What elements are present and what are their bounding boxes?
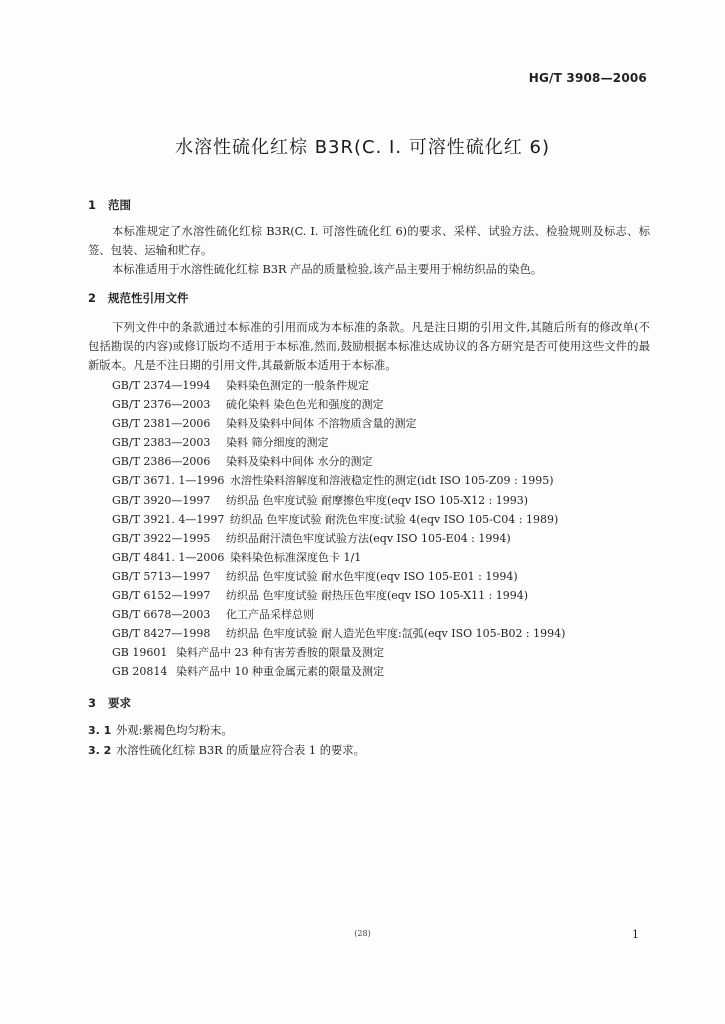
clause-text: 外观:紫褐色均匀粉末。: [116, 724, 233, 737]
reference-code: GB/T 2374—1994: [112, 379, 211, 392]
reference-item: [112, 452, 565, 471]
section-1-heading: [88, 197, 131, 213]
reference-item: [112, 471, 565, 490]
reference-item: [112, 586, 565, 605]
section-number: 3: [88, 696, 97, 710]
reference-item: [112, 376, 565, 395]
reference-item: [112, 510, 565, 529]
reference-code: GB 20814: [112, 665, 168, 679]
reference-code: GB/T 4841. 1—2006: [112, 550, 225, 564]
reference-item: [112, 414, 565, 433]
reference-title: 染料染色标准深度色卡 1/1: [230, 550, 362, 564]
reference-item: [112, 567, 565, 586]
section-number: 2: [88, 291, 97, 305]
reference-code: GB/T 2383—2003: [112, 436, 211, 450]
reference-item: [112, 662, 565, 681]
reference-code: GB/T 3921. 4—1997: [112, 512, 225, 526]
reference-item: [112, 395, 565, 414]
reference-title: 纺织品耐汗渍色牢度试验方法(eqv ISO 105-E04 : 1994): [226, 531, 511, 545]
reference-item: [112, 548, 565, 567]
section-3-heading: [88, 695, 131, 711]
clause-number: 3. 2: [88, 744, 112, 757]
reference-title: 染料及染料中间体 水分的测定: [226, 455, 373, 469]
section-number: 1: [88, 198, 97, 212]
reference-item: [112, 491, 565, 510]
reference-item: [112, 605, 565, 624]
reference-code: GB/T 6678—2003: [112, 608, 211, 622]
reference-item: [112, 529, 565, 548]
reference-title: 纺织品 色牢度试验 耐热压色牢度(eqv ISO 105-X11 : 1994): [226, 589, 529, 603]
scope-paragraph-2: 本标准适用于水溶性硫化红棕 B3R 产品的质量检验,该产品主要用于棉纺织品的染色。: [112, 263, 543, 276]
requirement-item: [88, 722, 233, 738]
reference-title: 染料 筛分细度的测定: [226, 436, 329, 450]
footer-sequence: (28): [354, 929, 371, 938]
section-title: 要求: [108, 696, 131, 710]
page-number: 1: [632, 928, 639, 941]
reference-title: 化工产品采样总则: [226, 608, 314, 622]
reference-title: 纺织品 色牢度试验 耐摩擦色牢度(eqv ISO 105-X12 : 1993): [226, 493, 529, 507]
clause-number: 3. 1: [88, 724, 112, 737]
scope-paragraph-1: 本标准规定了水溶性硫化红棕 B3R(C. I. 可溶性硫化红 6)的要求、采样、试验方法、检验规则及标志、标签、包装、运输和贮存。: [88, 225, 650, 257]
standard-number: HG/T 3908—2006: [528, 71, 647, 85]
reference-code: GB/T 2376—2003: [112, 398, 211, 412]
reference-code: GB/T 2381—2006: [112, 417, 211, 431]
requirement-item: [88, 742, 365, 758]
reference-item: [112, 433, 565, 452]
section-2-heading: [88, 290, 189, 306]
reference-item: [112, 643, 565, 662]
reference-title: 水溶性染料溶解度和溶液稳定性的测定(idt ISO 105-Z09 : 1995): [230, 474, 554, 488]
reference-code: GB/T 8427—1998: [112, 627, 211, 641]
section-title: 范围: [108, 198, 131, 212]
reference-title: 纺织品 色牢度试验 耐洗色牢度:试验 4(eqv ISO 105-C04 : 1989): [230, 512, 559, 526]
reference-code: GB/T 3920—1997: [112, 493, 211, 507]
section-title: 规范性引用文件: [108, 291, 189, 305]
references-intro: 下列文件中的条款通过本标准的引用而成为本标准的条款。凡是注日期的引用文件,其随后所有的修改单(不包括勘误的内容)或修订版均不适用于本标准,然而,鼓励根据本标准达成协议的各方研究是否可使用这些文件的最新版本。凡是不注日期的引用文件,其最新版本适用于本标准。: [88, 321, 650, 372]
reference-item: [112, 624, 565, 643]
clause-text: 水溶性硫化红棕 B3R 的质量应符合表 1 的要求。: [116, 744, 365, 757]
reference-code: GB/T 5713—1997: [112, 569, 211, 583]
reference-title: 染料及染料中间体 不溶物质含量的测定: [226, 417, 417, 431]
reference-code: GB/T 6152—1997: [112, 589, 211, 603]
reference-code: GB/T 2386—2006: [112, 455, 211, 469]
reference-code: GB 19601: [112, 646, 168, 660]
reference-code: GB/T 3671. 1—1996: [112, 474, 225, 488]
reference-title: 纺织品 色牢度试验 耐水色牢度(eqv ISO 105-E01 : 1994): [226, 569, 518, 583]
document-title: 水溶性硫化红棕 B3R(C. I. 可溶性硫化红 6): [174, 137, 550, 158]
reference-title: 硫化染料 染色色光和强度的测定: [226, 398, 384, 412]
reference-title: 染料产品中 10 种重金属元素的限量及测定: [176, 665, 384, 679]
reference-title: 染料产品中 23 种有害芳香胺的限量及测定: [176, 646, 384, 660]
reference-title: 纺织品 色牢度试验 耐人造光色牢度:氙弧(eqv ISO 105-B02 : 1994): [226, 627, 566, 641]
reference-list: [112, 376, 565, 682]
reference-code: GB/T 3922—1995: [112, 531, 211, 545]
reference-title: 染料染色测定的一般条件规定: [226, 379, 369, 392]
